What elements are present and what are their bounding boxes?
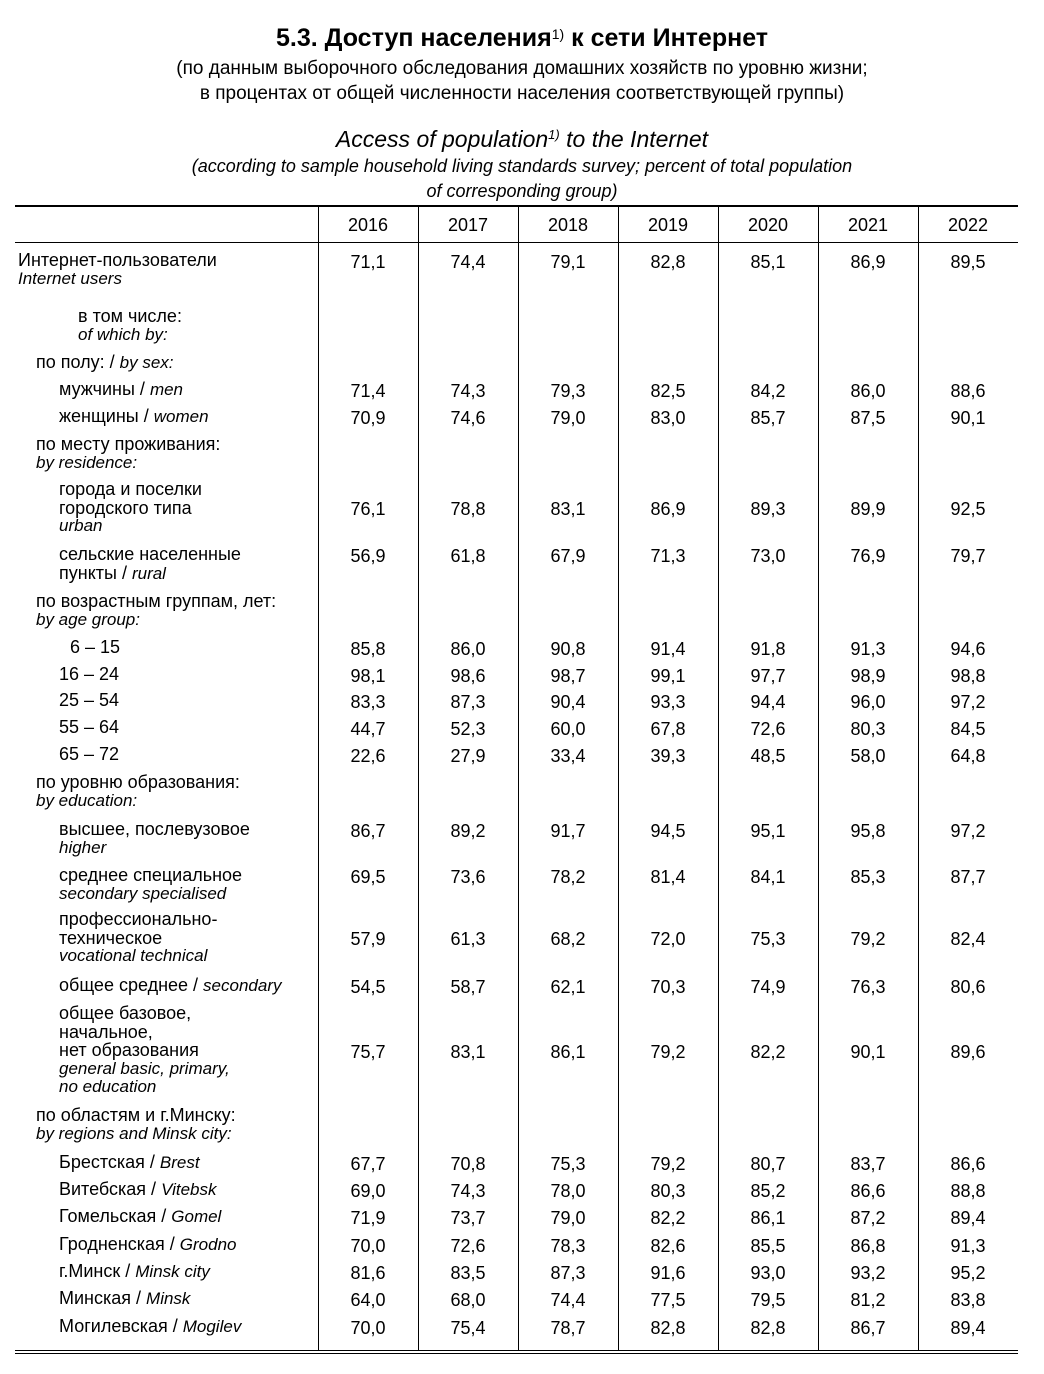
year-header-2017: 2017: [447, 215, 489, 235]
row-label-ru: Гродненская /: [59, 1234, 180, 1254]
header-bottom-rule: [15, 242, 1018, 243]
table-cell: 86,6: [950, 1154, 986, 1174]
table-cell: 60,0: [550, 719, 586, 739]
table-cell: 86,7: [850, 1318, 886, 1338]
table-cell: 83,7: [850, 1154, 886, 1174]
row-label-ru: по месту проживания:: [36, 434, 221, 454]
row-label-en: Brest: [159, 1153, 200, 1172]
table-cell: 87,3: [550, 1263, 586, 1283]
table-cell: 71,1: [350, 252, 386, 272]
row-label-ru: 6 – 15: [70, 637, 121, 657]
table-cell: 93,2: [850, 1263, 886, 1283]
row-label: [36, 1106, 236, 1143]
table-cell: 82,5: [650, 381, 686, 401]
table-cell: 94,5: [650, 821, 686, 841]
table-cell: 39,3: [650, 746, 686, 766]
row-label-en: women: [153, 407, 209, 426]
table-cell: 44,7: [350, 719, 386, 739]
table-cell: 96,0: [850, 692, 886, 712]
table-cell: 93,0: [750, 1263, 786, 1283]
row-label: [59, 545, 241, 583]
year-header-2019: 2019: [647, 215, 689, 235]
table-cell: 81,6: [350, 1263, 386, 1283]
table-cell: 70,3: [650, 977, 686, 997]
row-label-ru: техническое: [59, 927, 163, 948]
table-cell: 72,6: [750, 719, 786, 739]
row-label: [59, 380, 183, 400]
table-cell: 93,3: [650, 692, 686, 712]
table-cell: 68,2: [550, 929, 586, 949]
row-label-ru: Могилевская /: [59, 1316, 183, 1336]
row-label: [59, 1004, 230, 1097]
table-cell: 69,0: [350, 1181, 386, 1201]
table-cell: 79,0: [550, 1208, 586, 1228]
row-label-ru: Минская /: [59, 1288, 147, 1308]
table-cell: 91,3: [950, 1236, 986, 1256]
table-cell: 97,2: [950, 821, 986, 841]
row-label: [59, 691, 119, 710]
table-cell: 89,5: [950, 252, 986, 272]
table-subtitle-en: (according to sample household living standards survey; percent of total population of corresponding group): [191, 156, 853, 201]
table-cell: 79,1: [550, 252, 586, 272]
table-cell: 91,4: [650, 639, 686, 659]
row-label-ru: по уровню образования:: [36, 772, 240, 792]
table-cell: 98,6: [450, 666, 486, 686]
row-label-en: Grodno: [179, 1235, 237, 1254]
table-cell: 78,0: [550, 1181, 586, 1201]
year-header-2020: 2020: [747, 215, 789, 235]
row-label-ru: Брестская /: [59, 1152, 160, 1172]
row-label: [59, 820, 250, 857]
table-cell: 71,9: [350, 1208, 386, 1228]
row-label-ru: г.Минск /: [59, 1261, 136, 1281]
table-cell: 86,1: [550, 1042, 586, 1062]
table-cell: 82,2: [750, 1042, 786, 1062]
table-cell: 75,4: [450, 1318, 486, 1338]
row-label-en: by regions and Minsk city:: [36, 1123, 232, 1143]
table-cell: 91,3: [850, 639, 886, 659]
row-label-ru: пункты /: [59, 562, 132, 583]
table-cell: 81,4: [650, 867, 686, 887]
row-label-ru: городского типа: [59, 497, 192, 518]
table-cell: 75,3: [550, 1154, 586, 1174]
table-top-rule: [15, 205, 1018, 207]
table-cell: 54,5: [350, 977, 386, 997]
table-cell: 86,6: [850, 1181, 886, 1201]
table-cell: 83,1: [550, 499, 586, 519]
row-label: [59, 1317, 241, 1337]
table-cell: 77,5: [650, 1290, 686, 1310]
row-label-ru: профессионально-: [59, 909, 218, 929]
table-cell: 78,8: [450, 499, 486, 519]
table-cell: 85,3: [850, 867, 886, 887]
row-label-en: by age group:: [36, 609, 140, 629]
row-label: [59, 1235, 237, 1255]
table-cell: 98,1: [350, 666, 386, 686]
row-label-ru: в том числе:: [78, 306, 182, 326]
table-cell: 83,0: [650, 408, 686, 428]
row-label-ru: по возрастным группам, лет:: [36, 591, 277, 611]
table-cell: 70,8: [450, 1154, 486, 1174]
row-label-en: by residence:: [36, 452, 138, 472]
row-label: [36, 435, 220, 472]
table-cell: 97,2: [950, 692, 986, 712]
table-cell: 82,6: [650, 1236, 686, 1256]
row-label-ru: сельские населенные: [59, 544, 241, 564]
row-label-en: rural: [131, 563, 166, 583]
table-cell: 85,7: [750, 408, 786, 428]
table-cell: 67,9: [550, 546, 586, 566]
table-cell: 91,7: [550, 821, 586, 841]
row-label-ru: женщины /: [59, 406, 154, 426]
row-label-ru: общее базовое,: [59, 1003, 192, 1023]
table-cell: 27,9: [450, 746, 486, 766]
row-label: [59, 1180, 217, 1200]
table-cell: 72,0: [650, 929, 686, 949]
year-header-2021: 2021: [847, 215, 889, 235]
table-cell: 79,0: [550, 408, 586, 428]
table-cell: 90,4: [550, 692, 586, 712]
table-cell: 79,2: [650, 1154, 686, 1174]
table-cell: 94,6: [950, 639, 986, 659]
table-cell: 82,4: [950, 929, 986, 949]
row-label-en: secondary specialised: [59, 883, 227, 903]
table-cell: 83,5: [450, 1263, 486, 1283]
row-label-en: higher: [59, 837, 107, 857]
table-cell: 69,5: [350, 867, 386, 887]
row-label-ru: по областям и г.Минску:: [36, 1105, 236, 1125]
row-label-en: Internet users: [18, 268, 122, 288]
table-cell: 64,0: [350, 1290, 386, 1310]
table-cell: 74,6: [450, 408, 486, 428]
table-cell: 86,1: [750, 1208, 786, 1228]
table-cell: 90,1: [850, 1042, 886, 1062]
table-cell: 74,4: [550, 1290, 586, 1310]
table-cell: 56,9: [350, 546, 386, 566]
table-cell: 86,8: [850, 1236, 886, 1256]
row-label: [36, 353, 174, 373]
table-cell: 87,2: [850, 1208, 886, 1228]
table-title-en: Access of population$^{1)}$ to the Internet: [335, 126, 709, 152]
table-cell: 91,8: [750, 639, 786, 659]
table-cell: 81,2: [850, 1290, 886, 1310]
table-cell: 90,1: [950, 408, 986, 428]
row-label: [18, 251, 217, 288]
table-cell: 67,7: [350, 1154, 386, 1174]
row-label-ru: по полу: /: [36, 352, 120, 372]
table-cell: 85,2: [750, 1181, 786, 1201]
table-cell: 73,7: [450, 1208, 486, 1228]
row-label: [59, 1153, 200, 1173]
row-label: [59, 1289, 190, 1309]
row-label-en: by sex:: [119, 353, 174, 372]
row-label: [59, 1262, 210, 1282]
table-cell: 82,8: [650, 1318, 686, 1338]
table-cell: 80,7: [750, 1154, 786, 1174]
table-cell: 71,3: [650, 546, 686, 566]
table-cell: 89,2: [450, 821, 486, 841]
year-header-2022: 2022: [947, 215, 989, 235]
table-cell: 92,5: [950, 499, 986, 519]
table-cell: 89,4: [950, 1208, 986, 1228]
row-label-en: urban: [59, 516, 103, 535]
table-cell: 86,0: [450, 639, 486, 659]
table-cell: 87,3: [450, 692, 486, 712]
row-label-en: by education:: [36, 790, 138, 810]
table-cell: 79,7: [950, 546, 986, 566]
table-cell: 70,9: [350, 408, 386, 428]
table-title-ru: 5.3. Доступ населения$^{1)}$ к сети Интернет: [275, 24, 769, 52]
row-label: [78, 307, 182, 344]
table-cell: 95,2: [950, 1263, 986, 1283]
table-bottom-rule-1: [15, 1350, 1018, 1351]
table-cell: 79,3: [550, 381, 586, 401]
row-label-ru: 65 – 72: [59, 744, 120, 764]
table-cell: 78,3: [550, 1236, 586, 1256]
table-cell: 95,8: [850, 821, 886, 841]
row-label-en: men: [149, 380, 184, 399]
table-cell: 84,5: [950, 719, 986, 739]
row-label-ru: высшее, послевузовое: [59, 819, 250, 839]
table-cell: 94,4: [750, 692, 786, 712]
table-cell: 86,9: [850, 252, 886, 272]
table-cell: 70,0: [350, 1318, 386, 1338]
table-cell: 73,0: [750, 546, 786, 566]
table-cell: 87,7: [950, 867, 986, 887]
table-cell: 89,9: [850, 499, 886, 519]
row-label: [36, 773, 240, 810]
table-cell: 74,9: [750, 977, 786, 997]
table-cell: 97,7: [750, 666, 786, 686]
row-label: [59, 976, 281, 996]
table-cell: 82,8: [750, 1318, 786, 1338]
row-label-en: Mogilev: [182, 1317, 242, 1336]
table-cell: 86,0: [850, 381, 886, 401]
row-label-en: of which by:: [78, 324, 168, 344]
table-cell: 22,6: [350, 746, 386, 766]
table-cell: 89,4: [950, 1318, 986, 1338]
table-cell: 74,3: [450, 381, 486, 401]
table-cell: 82,8: [650, 252, 686, 272]
table-cell: 67,8: [650, 719, 686, 739]
table-cell: 52,3: [450, 719, 486, 739]
table-cell: 72,6: [450, 1236, 486, 1256]
row-label: [70, 638, 120, 657]
table-cell: 68,0: [450, 1290, 486, 1310]
row-label-ru: Витебская /: [59, 1179, 162, 1199]
table-cell: 80,3: [650, 1181, 686, 1201]
table-cell: 61,8: [450, 546, 486, 566]
table-cell: 61,3: [450, 929, 486, 949]
row-label: [59, 910, 217, 966]
table-cell: 58,0: [850, 746, 886, 766]
table-cell: 90,8: [550, 639, 586, 659]
row-label: [59, 407, 209, 427]
row-label: [59, 1207, 221, 1227]
row-label-en: vocational technical: [59, 946, 208, 965]
table-cell: 88,8: [950, 1181, 986, 1201]
table-cell: 83,3: [350, 692, 386, 712]
row-label-en: Gomel: [171, 1207, 222, 1226]
table-cell: 62,1: [550, 977, 586, 997]
row-label-ru: среднее специальное: [59, 865, 243, 885]
table-cell: 74,3: [450, 1181, 486, 1201]
table-cell: 85,5: [750, 1236, 786, 1256]
row-label-ru: мужчины /: [59, 379, 150, 399]
table-cell: 80,3: [850, 719, 886, 739]
table-cell: 78,7: [550, 1318, 586, 1338]
row-label-en: Minsk city: [135, 1262, 210, 1281]
table-cell: 83,8: [950, 1290, 986, 1310]
table-cell: 84,1: [750, 867, 786, 887]
row-label-ru: города и поселки: [59, 479, 202, 499]
row-label-en: Minsk: [146, 1289, 191, 1308]
row-label-ru: 16 – 24: [59, 664, 120, 684]
row-label: [36, 592, 276, 629]
table-cell: 33,4: [550, 746, 586, 766]
table-cell: 98,9: [850, 666, 886, 686]
table-cell: 91,6: [650, 1263, 686, 1283]
table-cell: 58,7: [450, 977, 486, 997]
row-label: [59, 866, 242, 903]
row-label-en: general basic, primary,: [59, 1058, 230, 1078]
table-cell: 86,7: [350, 821, 386, 841]
table-cell: 88,6: [950, 381, 986, 401]
table-cell: 79,2: [850, 929, 886, 949]
table-cell: 70,0: [350, 1236, 386, 1256]
table-cell: 98,8: [950, 666, 986, 686]
row-label-ru: нет образования: [59, 1040, 199, 1060]
table-cell: 64,8: [950, 746, 986, 766]
table-cell: 99,1: [650, 666, 686, 686]
table-cell: 76,9: [850, 546, 886, 566]
row-label-en: no education: [59, 1077, 157, 1096]
table-cell: 87,5: [850, 408, 886, 428]
row-label-en: secondary: [203, 976, 282, 995]
table-cell: 74,4: [450, 252, 486, 272]
table-cell: 76,1: [350, 499, 386, 519]
table-cell: 98,7: [550, 666, 586, 686]
table-cell: 75,3: [750, 929, 786, 949]
table-subtitle-ru: (по данным выборочного обследования домашних хозяйств по уровню жизни; в процентах от общей численности населения соответствующей группы): [176, 58, 868, 104]
table-cell: 83,1: [450, 1042, 486, 1062]
row-label-ru: Гомельская /: [59, 1206, 172, 1226]
table-cell: 84,2: [750, 381, 786, 401]
table-cell: 48,5: [750, 746, 786, 766]
table-cell: 95,1: [750, 821, 786, 841]
table-cell: 71,4: [350, 381, 386, 401]
table-cell: 76,3: [850, 977, 886, 997]
row-label: [59, 665, 119, 684]
table-cell: 79,2: [650, 1042, 686, 1062]
table-cell: 57,9: [350, 929, 386, 949]
table-cell: 89,3: [750, 499, 786, 519]
year-header-2016: 2016: [347, 215, 389, 235]
row-label-en: Vitebsk: [161, 1180, 217, 1199]
row-label: [59, 480, 202, 536]
table-cell: 73,6: [450, 867, 486, 887]
table-cell: 78,2: [550, 867, 586, 887]
table-cell: 86,9: [650, 499, 686, 519]
table-bottom-rule-2: [15, 1353, 1018, 1354]
row-label-ru: общее среднее /: [59, 975, 204, 995]
row-label: [59, 745, 119, 764]
table-cell: 82,2: [650, 1208, 686, 1228]
row-label-ru: 25 – 54: [59, 690, 120, 710]
table-cell: 80,6: [950, 977, 986, 997]
table-cell: 75,7: [350, 1042, 386, 1062]
table-cell: 85,1: [750, 252, 786, 272]
table-cell: 89,6: [950, 1042, 986, 1062]
table-cell: 85,8: [350, 639, 386, 659]
row-label-ru: начальное,: [59, 1021, 153, 1042]
row-label-ru: Интернет-пользователи: [18, 250, 217, 270]
row-label: [59, 718, 119, 737]
table-cell: 79,5: [750, 1290, 786, 1310]
year-header-2018: 2018: [547, 215, 589, 235]
row-label-ru: 55 – 64: [59, 717, 120, 737]
